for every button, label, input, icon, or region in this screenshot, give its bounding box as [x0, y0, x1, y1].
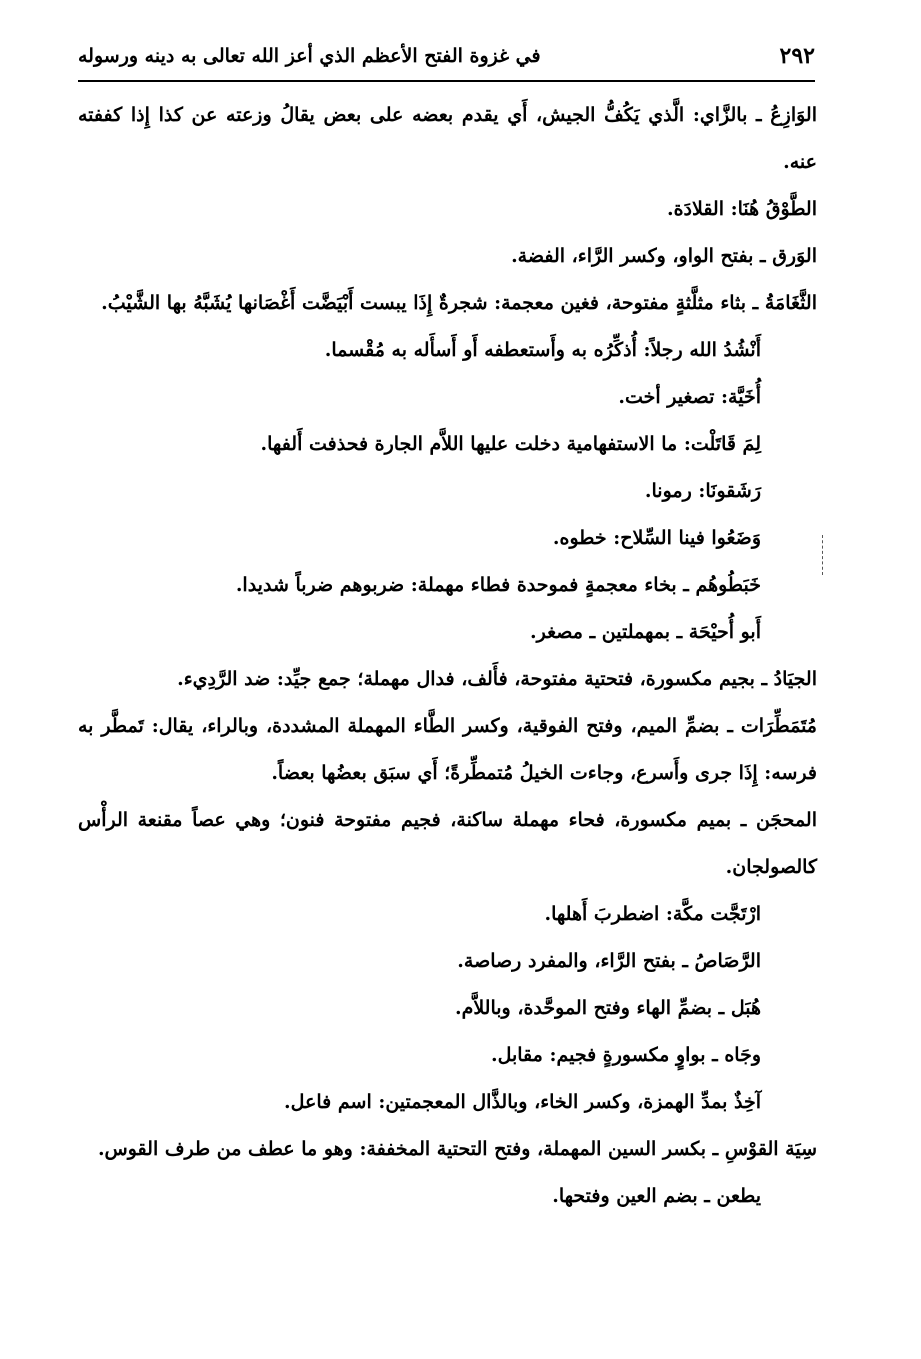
glossary-entry: الجيَادُ ـ بجيم مكسورة، فتحتية مفتوحة، فأَلف، فدال مهملة؛ جمع جيِّد: ضد الرَّدِيء. [177, 668, 817, 690]
glossary-entry: آخِذٌ بمدِّ الهمزة، وكسر الخاء، وبالذَّال المعجمتين: اسم فاعل. [284, 1091, 761, 1113]
page-header [78, 38, 815, 74]
glossary-entry: الثَّغَامَةُ ـ بثاء مثلَّثةٍ مفتوحة، فغين معجمة: شجرةٌ إِذَا يبست أَبْيَضَّت أَغْصَانها يُشَبَّهُ بها الشَّيْبُ. [101, 292, 817, 314]
glossary-entries [78, 92, 817, 1220]
glossary-entry: سِيَة القوْسِ ـ بكسر السين المهملة، وفتح التحتية المخففة: وهو ما عطف من طرف القوس. [97, 1138, 817, 1160]
glossary-entry: وجَاه ـ بواوٍ مكسورةٍ فجيم: مقابل. [490, 1044, 761, 1066]
glossary-entry: المحجَن ـ بميم مكسورة، فحاء مهملة ساكنة، فجيم مفتوحة فنون؛ وهي عصاً مقنعة الرأْس كالصولجان. [78, 809, 817, 878]
glossary-entry: ارْتَجَّت مكَّة: اضطربَ أَهلها. [544, 903, 761, 925]
glossary-entry: الوَازِعُ ـ بالزَّاي: الَّذي يَكُفُّ الجيش، أَي يقدم بعضه على بعض يقالُ وزعته عن كذا إِذا كففته عنه. [78, 104, 817, 173]
glossary-entry: وَضَعُوا فينا السِّلاح: خطوه. [552, 527, 761, 549]
glossary-entry: رَشَقونَا: رمونا. [644, 480, 761, 502]
glossary-entry: هُبَل ـ بضمِّ الهاء وفتح الموحَّدة، وباللاَّم. [454, 997, 761, 1019]
glossary-entry: مُتَمَطِّرَات ـ بضمِّ الميم، وفتح الفوقية، وكسر الطَّاء المهملة المشددة، وبالراء، يقال: تَمطَّر به فرسه: إِذَا جرى وأَسرع، وجاءت الخيلُ مُتمطِّرةً؛ أَي سبَق بعضُها بعضاً. [78, 715, 817, 784]
glossary-entry: خَبَطُوهُم ـ بخاء معجمةٍ فموحدة فطاء مهملة: ضربوهم ضرباً شديدا. [235, 574, 761, 596]
glossary-entry: أَنْشُدُ الله رجلاً: أُذكِّرُه به وأَستعطفه أَو أَسأَله به مُقْسما. [324, 339, 761, 361]
glossary-entry: لِمَ قَاتَلْت: ما الاستفهامية دخلت عليها اللاَّم الجارة فحذفت أَلفها. [260, 433, 761, 455]
glossary-entry: الطَّوْقُ هُنَا: القلادَة. [666, 198, 817, 220]
running-title: في غزوة الفتح الأعظم الذي أعز الله تعالى به دينه ورسوله [78, 45, 541, 67]
glossary-entry: أُخَيَّة: تصغير أخت. [618, 386, 761, 408]
glossary-entry: أَبو أُحيْحَة ـ بمهملتين ـ مصغر. [530, 621, 761, 643]
glossary-entry: يطعن ـ بضم العين وفتحها. [552, 1185, 761, 1207]
header-rule [78, 80, 815, 82]
page-number: ٢٩٢ [779, 43, 815, 69]
margin-scan-mark [822, 535, 824, 575]
glossary-entry: الرَّصَاصُ ـ بفتح الرَّاء، والمفرد رصاصة. [457, 950, 761, 972]
glossary-entry: الوَرق ـ بفتح الواو، وكسر الرَّاء، الفضة. [511, 245, 817, 267]
